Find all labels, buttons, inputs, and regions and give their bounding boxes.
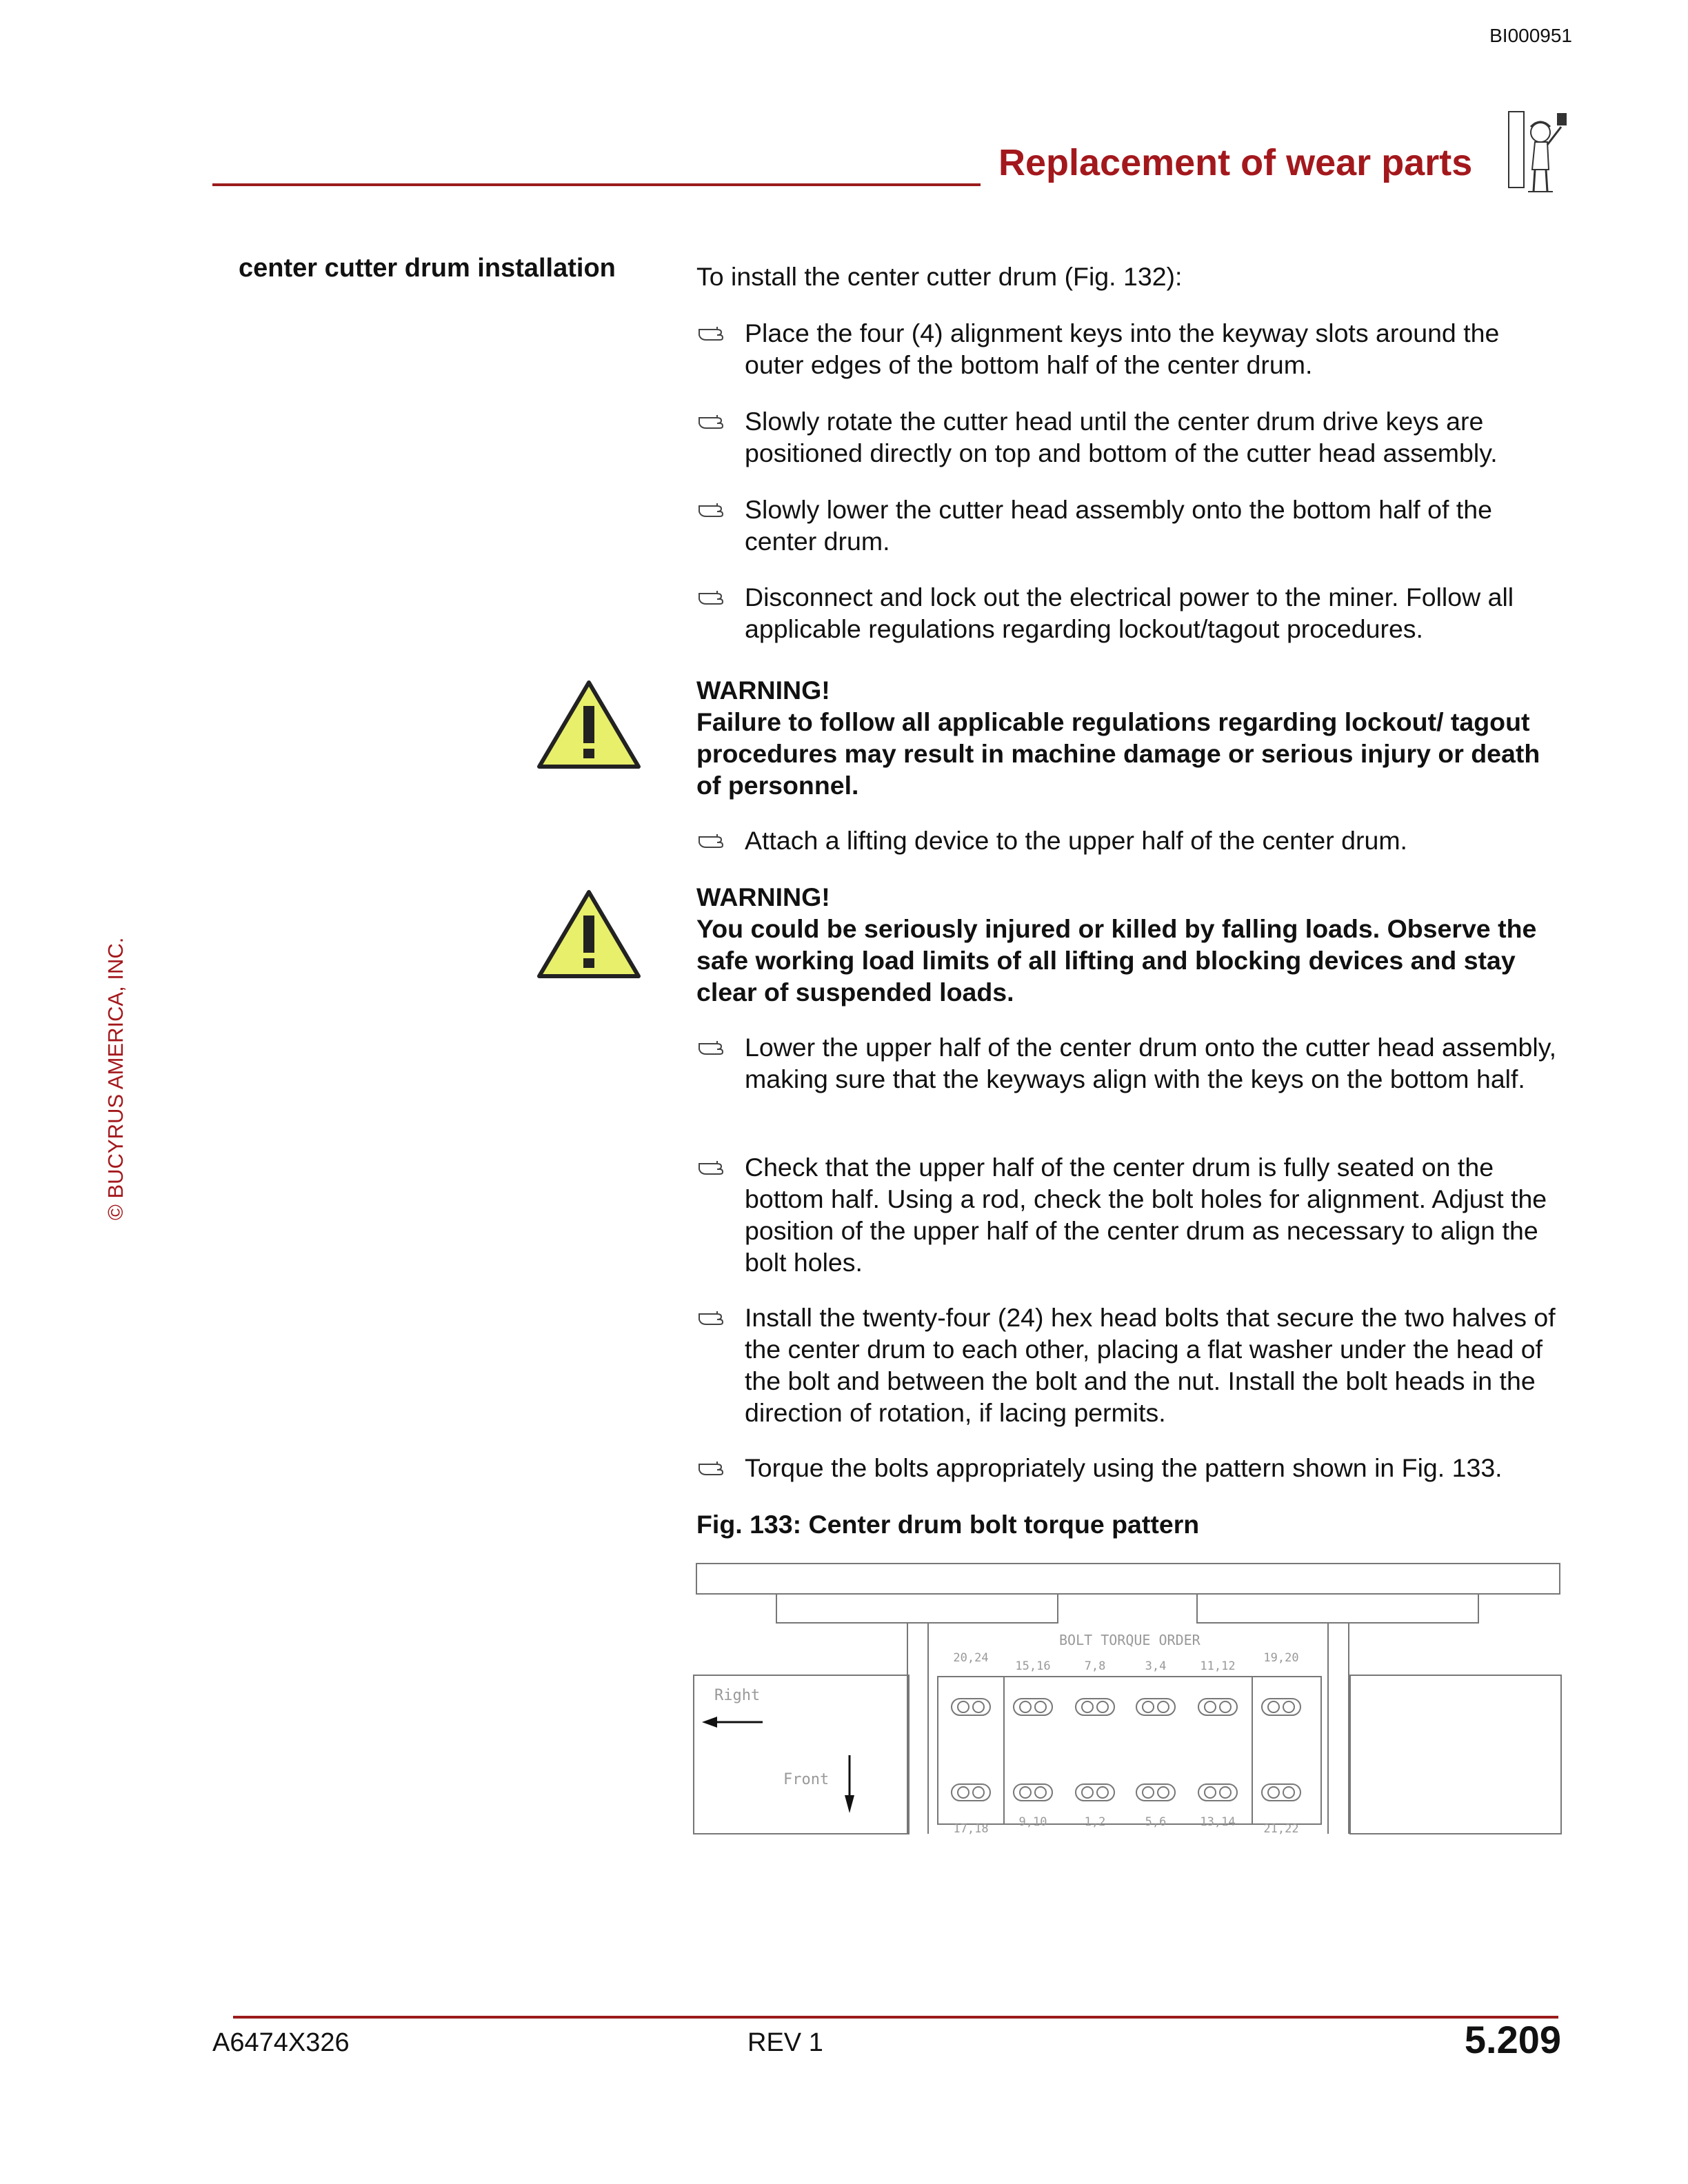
torque-order-label: 20,24 <box>953 1651 989 1665</box>
warning-text: You could be seriously injured or killed by falling loads. Observe the safe working load limits of all lifting and blocking devices and stay clear of suspended loads. <box>696 914 1537 1007</box>
bolt-pair <box>1014 1699 1052 1715</box>
bolt-flange <box>938 1677 1321 1824</box>
torque-order-label: 19,20 <box>1263 1651 1299 1665</box>
bolt-pair <box>1136 1784 1175 1801</box>
upper-bracket-right <box>1197 1594 1478 1623</box>
upper-bracket-left <box>776 1594 1058 1623</box>
right-arrow-icon <box>702 1717 763 1728</box>
warning-triangle-icon <box>535 678 643 771</box>
front-label: Front <box>783 1771 830 1788</box>
step-text: Torque the bolts appropriately using the pattern shown in Fig. 133. <box>745 1453 1503 1482</box>
pointing-hand-icon <box>696 317 731 349</box>
pointing-hand-icon <box>696 1452 731 1484</box>
bolt-pair <box>1262 1699 1300 1715</box>
header-rule <box>212 183 981 186</box>
bolt-pair <box>952 1784 990 1801</box>
bolt-pair <box>1136 1699 1175 1715</box>
torque-order-label: 17,18 <box>953 1822 989 1836</box>
step-text: Place the four (4) alignment keys into the keyway slots around the outer edges of the bottom half of the center drum. <box>745 318 1500 379</box>
step-text: Attach a lifting device to the upper half of the center drum. <box>745 826 1407 855</box>
pointing-hand-icon <box>696 825 731 856</box>
warning-text: Failure to follow all applicable regulations regarding lockout/ tagout procedures may result in machine damage or serious injury or death of personnel. <box>696 707 1540 800</box>
bolt-pair <box>1014 1784 1052 1801</box>
front-arrow-icon <box>845 1755 854 1813</box>
list-item <box>696 494 1558 557</box>
footer-rule <box>233 2016 1558 2019</box>
torque-order-label: 21,22 <box>1263 1822 1299 1836</box>
list-item <box>696 317 1558 381</box>
bolt-pair <box>1198 1784 1237 1801</box>
list-item <box>696 405 1558 469</box>
bolt-pair <box>1198 1699 1237 1715</box>
warning-title: WARNING! <box>696 676 830 705</box>
torque-order-label: 15,16 <box>1015 1659 1051 1673</box>
list-item <box>696 1302 1558 1428</box>
intro-text: To install the center cutter drum (Fig. 132): <box>696 262 1183 291</box>
torque-order-label: 1,2 <box>1084 1815 1106 1829</box>
side-heading: center cutter drum installation <box>239 254 616 283</box>
mechanic-icon <box>1507 106 1569 196</box>
page-number: 5.209 <box>1464 2018 1561 2061</box>
warning-title: WARNING! <box>696 882 830 911</box>
step-text: Slowly lower the cutter head assembly onto the bottom half of the center drum. <box>745 495 1492 556</box>
top-plate <box>696 1564 1560 1594</box>
bolt-pair <box>952 1699 990 1715</box>
pointing-hand-icon <box>696 405 731 437</box>
list-item <box>696 1031 1558 1095</box>
bolt-torque-diagram <box>683 1558 1572 1848</box>
torque-order-label: 3,4 <box>1145 1659 1167 1673</box>
right-block <box>1350 1675 1561 1834</box>
step-text: Disconnect and lock out the electrical power to the miner. Follow all applicable regulations regarding lockout/tagout procedures. <box>745 583 1514 643</box>
figure-caption: Fig. 133: Center drum bolt torque pattern <box>696 1510 1200 1539</box>
pointing-hand-icon <box>696 1031 731 1063</box>
step-text: Install the twenty-four (24) hex head bolts that secure the two halves of the center drum to each other, placing a flat washer under the head of the bolt and between the bolt and the nut. Install the bolt heads in the direction of rotation, if lacing permits. <box>745 1303 1556 1427</box>
step-text: Slowly rotate the cutter head until the center drum drive keys are positioned directly on top and bottom of the cutter head assembly. <box>745 407 1498 467</box>
pointing-hand-icon <box>696 1302 731 1333</box>
list-item <box>696 1151 1558 1278</box>
list-item <box>696 825 1558 856</box>
list-item <box>696 1452 1558 1484</box>
torque-order-label: 9,10 <box>1018 1815 1047 1829</box>
right-label: Right <box>714 1687 761 1704</box>
pointing-hand-icon <box>696 581 731 613</box>
torque-order-label: 5,6 <box>1145 1815 1167 1829</box>
footer-document-code: A6474X326 <box>212 2028 350 2057</box>
step-text: Check that the upper half of the center drum is fully seated on the bottom half. Using a rod, check the bolt holes for alignment. Adjust the position of the upper half of the center drum as necessary to align the bolt holes. <box>745 1153 1547 1277</box>
section-title: Replacement of wear parts <box>998 142 1473 183</box>
bolt-pair <box>1262 1784 1300 1801</box>
warning-triangle-icon <box>535 888 643 980</box>
torque-order-label: 7,8 <box>1084 1659 1106 1673</box>
list-item <box>696 581 1558 645</box>
copyright-notice: © BUCYRUS AMERICA, INC. <box>103 937 128 1220</box>
document-id: BI000951 <box>1489 25 1572 46</box>
torque-order-label: 13,14 <box>1200 1815 1236 1829</box>
warning-block <box>696 881 1565 1008</box>
bolt-pair <box>1076 1699 1114 1715</box>
diagram-title: BOLT TORQUE ORDER <box>1059 1632 1200 1648</box>
step-text: Lower the upper half of the center drum onto the cutter head assembly, making sure that the keyways align with the keys on the bottom half. <box>745 1033 1557 1093</box>
torque-order-label: 11,12 <box>1200 1659 1236 1673</box>
pointing-hand-icon <box>696 494 731 525</box>
warning-block <box>696 674 1565 801</box>
bolt-pair <box>1076 1784 1114 1801</box>
pointing-hand-icon <box>696 1151 731 1183</box>
footer-revision: REV 1 <box>747 2028 823 2057</box>
